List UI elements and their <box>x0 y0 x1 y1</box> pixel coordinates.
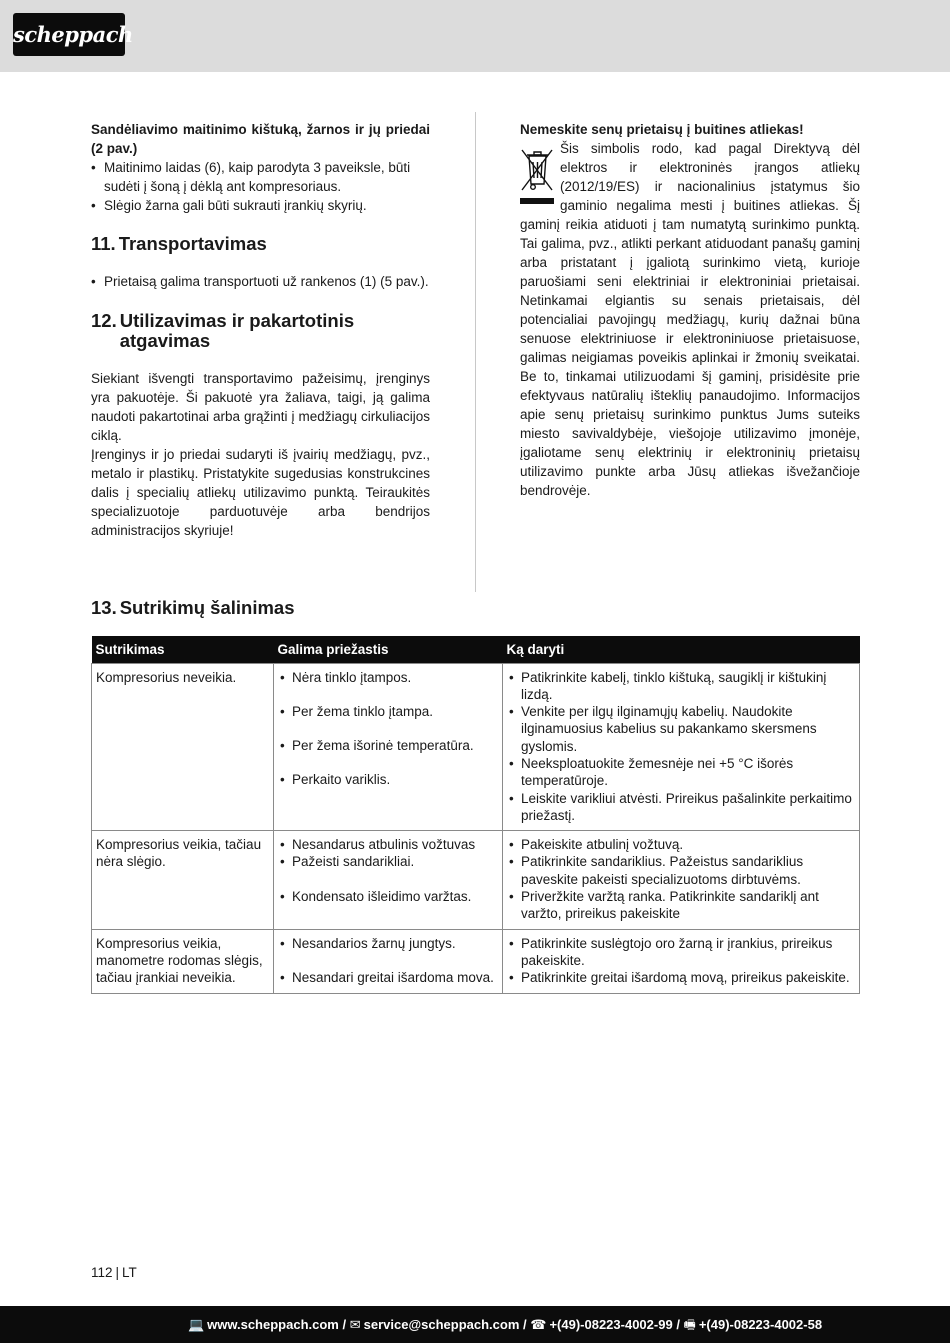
section-title: Transportavimas <box>118 233 267 254</box>
transport-list <box>91 272 430 291</box>
disposal-paragraph-2: Įrenginys ir jo priedai sudaryti iš įvairių medžiagų, pvz., metalo ir plastikų. Pristatykite sugedusias konstrukcines dalis į specialių atliekų utilizavimo punktą. Teiraukitės specializuotoje parduotuvėje arba bendrijos administracijos skyriuje! <box>91 447 430 538</box>
footer-phone: +(49)-08223-4002-99 <box>549 1317 673 1332</box>
table-row <box>92 929 860 993</box>
weee-heading: Nemeskite senų prietaisų į buitines atliekas! <box>520 122 804 137</box>
storage-heading: Sandėliavimo maitinimo kištuką, žarnos ir jų priedai (2 pav.) <box>91 122 430 156</box>
troubleshooting-table <box>91 636 860 994</box>
envelope-icon: ✉ <box>349 1317 361 1332</box>
left-column <box>91 120 430 540</box>
cause-cell <box>274 831 503 929</box>
list-item: • Per žema išorinė temperatūra. <box>278 737 498 754</box>
phone-icon: ☎ <box>530 1317 547 1332</box>
fault-cell: Kompresorius veikia, manometre rodomas slėgis, tačiau įrankiai neveikia. <box>92 929 274 993</box>
crossed-out-wheelie-bin-icon <box>520 142 554 204</box>
laptop-icon: 💻 <box>187 1317 205 1332</box>
column-divider <box>475 112 476 592</box>
header-band <box>0 0 950 72</box>
column-header: Ką daryti <box>503 636 860 663</box>
list-item: • Patikrinkite suslėgtojo oro žarną ir įrankius, prireikus pakeiskite. <box>507 935 855 970</box>
list-item: • Patikrinkite greitai išardomą movą, prireikus pakeiskite. <box>507 969 855 986</box>
fax-icon: 🖷 <box>683 1317 696 1332</box>
remedy-cell <box>503 929 860 993</box>
weee-bar <box>520 198 554 204</box>
list-item: • Nėra tinklo įtampos. <box>278 669 498 686</box>
list-item: • Prietaisą galima transportuoti už rankenos (1) (5 pav.). <box>91 272 430 291</box>
list-item: • Nesandarios žarnų jungtys. <box>278 935 498 952</box>
column-header: Sutrikimas <box>92 636 274 663</box>
section-title: Sutrikimų šalinimas <box>119 597 295 618</box>
list-item: • Neeksploatuokite žemesnėje nei +5 °C išorės temperatūroje. <box>507 755 855 790</box>
list-item: • Slėgio žarna gali būti sukrauti įrankių skyrių. <box>91 196 430 215</box>
page-number: 112 | LT <box>91 1265 137 1280</box>
fault-cell: Kompresorius neveikia. <box>92 663 274 831</box>
footer-website-link[interactable]: www.scheppach.com <box>207 1317 339 1332</box>
list-item: • Perkaito variklis. <box>278 771 498 788</box>
list-item: • Pažeisti sandarikliai. <box>278 853 498 870</box>
section-heading-troubleshooting <box>91 597 295 619</box>
disposal-paragraph-1: Siekiant išvengti transportavimo pažeisimų, įrenginys yra pakuotėje. Ši pakuotė yra žaliava, taigi, ją galima naudoti pakartotinai arba grąžinti į medžiagų cirkuliacijos ciklą. <box>91 371 430 443</box>
footer-email-link[interactable]: service@scheppach.com <box>363 1317 520 1332</box>
list-item: • Kondensato išleidimo varžtas. <box>278 888 498 905</box>
section-heading-transport <box>91 234 430 254</box>
cause-cell <box>274 663 503 831</box>
page-language: LT <box>122 1265 137 1280</box>
table-row <box>92 831 860 929</box>
weee-paragraph: Šis simbolis rodo, kad pagal Direktyvą dėl elektros ir elektroninės įrangos atliekų (2012/19/ES) ir nacionalinius įstatymus šio gaminio negalima mesti į buitines atliekas. Šį gaminį reikia atiduoti į tam numatytą surinkimo punktą. Tai galima, pvz., atlikti perkant atiduodant panašų gaminį arba pristatant į įgaliotą surinkimo vietą, kurioje paruošiami seni elektriniai ir elektroniniai prietaisai. Netinkamai elgiantis su senais prietaisais, dėl potencialiai pavojingų medžiagų, kurių dažnai būna senuose elektriniuose ir elektroniniuose prietaisuose, galimas neigiamas poveikis aplinkai ir žmonių sveikatai. Be to, tinkamai utilizuodami šį gaminį, prisidėsite prie efektyvaus natūralių išteklių panaudojimo. Informacijos apie senų prietaisų surinkimo punktus Jums suteiks miesto savivaldybėje, viešojoje utilizavimo įmonėje, įgaliotame senų elektrinių ir elektroninių prietaisų utilizavimo punkte arba Jūsų atliekas išvežančioje bendrovėje. <box>520 141 860 498</box>
list-item: • Pakeiskite atbulinį vožtuvą. <box>507 836 855 853</box>
right-column <box>520 120 860 500</box>
page-number-value: 112 <box>91 1265 113 1280</box>
list-item: • Priveržkite varžtą ranka. Patikrinkite sandariklį ant varžto, prireikus pakeiskite <box>507 888 855 923</box>
storage-list <box>91 158 430 215</box>
section-heading-disposal <box>91 311 430 351</box>
remedy-cell <box>503 663 860 831</box>
list-item: • Patikrinkite sandariklius. Pažeistus sandariklius paveskite pakeisti specializuotoms dirbtuvėms. <box>507 853 855 888</box>
table-row <box>92 663 860 831</box>
table-header-row <box>92 636 860 663</box>
list-item: • Leiskite varikliui atvėsti. Prireikus pašalinkite perkaitimo priežastį. <box>507 790 855 825</box>
weee-block <box>520 139 860 500</box>
section-title: Utilizavimas ir pakartotinis atgavimas <box>119 310 355 351</box>
list-item: • Patikrinkite kabelį, tinklo kištuką, saugiklį ir kištukinį lizdą. <box>507 669 855 704</box>
section-number: 13. <box>91 597 117 618</box>
section-number: 12. <box>91 310 117 331</box>
scheppach-logo: scheppach <box>13 13 125 56</box>
list-item: • Nesandarus atbulinis vožtuvas <box>278 836 498 853</box>
cause-cell <box>274 929 503 993</box>
fault-cell: Kompresorius veikia, tačiau nėra slėgio. <box>92 831 274 929</box>
footer-fax: +(49)-08223-4002-58 <box>698 1317 823 1332</box>
list-item: • Maitinimo laidas (6), kaip parodyta 3 paveiksle, būti sudėti į šoną į dėklą ant kompresoriaus. <box>91 158 430 196</box>
list-item: • Venkite per ilgų ilginamųjų kabelių. Naudokite ilginamuosius kabelius su pakankamo skersmens gyslomis. <box>507 703 855 755</box>
remedy-cell <box>503 831 860 929</box>
footer-bar: 💻 www.scheppach.com / ✉ service@scheppach.com / ☎ +(49)-08223-4002-99 / 🖷 +(49)-08223-4002-58 <box>0 1306 950 1343</box>
list-item: • Per žema tinklo įtampa. <box>278 703 498 720</box>
section-number: 11. <box>91 233 116 254</box>
list-item: • Nesandari greitai išardoma mova. <box>278 969 498 986</box>
column-header: Galima priežastis <box>274 636 503 663</box>
